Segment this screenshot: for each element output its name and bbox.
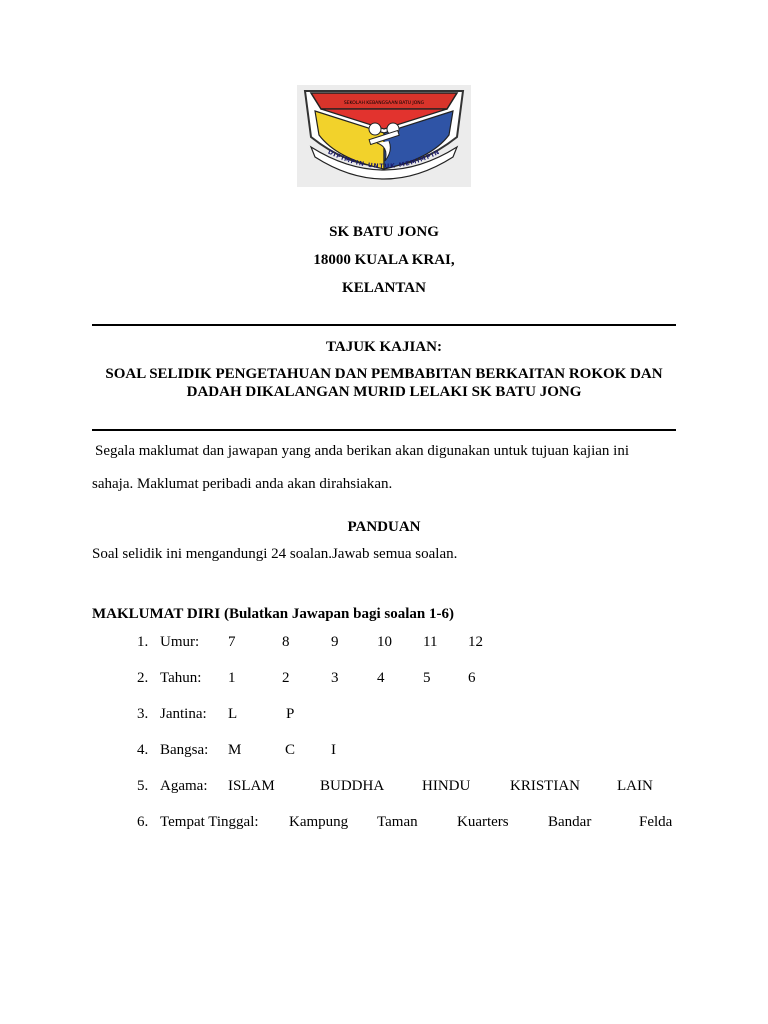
school-name: SK BATU JONG (329, 224, 439, 240)
question-label: Bangsa: (160, 742, 209, 758)
option-residence-bandar[interactable]: Bandar (548, 814, 592, 830)
intro-line-1: Segala maklumat dan jawapan yang anda berikan akan digunakan untuk tujuan kajian ini (95, 443, 629, 459)
option-gender-l[interactable]: L (228, 706, 238, 722)
option-age-9[interactable]: 9 (331, 634, 339, 650)
question-number: 5. (137, 778, 149, 794)
question-label: Tempat Tinggal: (160, 814, 259, 830)
option-age-7[interactable]: 7 (228, 634, 236, 650)
option-year-4[interactable]: 4 (377, 670, 385, 686)
option-year-5[interactable]: 5 (423, 670, 431, 686)
header-divider-bottom (92, 429, 676, 431)
option-age-11[interactable]: 11 (423, 634, 438, 650)
question-label: Agama: (160, 778, 208, 794)
crest-shield-icon (297, 85, 471, 187)
question-number: 1. (137, 634, 149, 650)
question-number: 6. (137, 814, 149, 830)
option-residence-kuarters[interactable]: Kuarters (457, 814, 509, 830)
question-age (0, 634, 768, 654)
question-gender (0, 706, 768, 726)
option-religion-islam[interactable]: ISLAM (228, 778, 275, 794)
crest-motto-text: DIPIMPIN UNTUK MEMIMPIN (326, 148, 442, 171)
guide-heading: PANDUAN (347, 519, 421, 535)
option-residence-kampung[interactable]: Kampung (289, 814, 349, 830)
crest-banner-text: SEKOLAH KEBANGSAAN BATU JONG (343, 101, 425, 106)
question-number: 4. (137, 742, 149, 758)
option-gender-p[interactable]: P (286, 706, 295, 722)
option-age-12[interactable]: 12 (468, 634, 483, 650)
school-address: 18000 KUALA KRAI, (313, 252, 455, 268)
guide-text: Soal selidik ini mengandungi 24 soalan.Jawab semua soalan. (92, 546, 458, 562)
question-residence (0, 814, 768, 834)
school-crest-logo (297, 85, 471, 187)
study-label: TAJUK KAJIAN: (326, 339, 442, 355)
option-religion-hindu[interactable]: HINDU (422, 778, 471, 794)
study-title-line1: SOAL SELIDIK PENGETAHUAN DAN PEMBABITAN BERKAITAN ROKOK DAN (105, 366, 663, 382)
header-divider-top (92, 324, 676, 326)
intro-line-2: sahaja. Maklumat peribadi anda akan dirahsiakan. (92, 476, 393, 492)
option-year-1[interactable]: 1 (228, 670, 236, 686)
question-label: Tahun: (160, 670, 202, 686)
option-residence-felda[interactable]: Felda (639, 814, 673, 830)
option-religion-buddha[interactable]: BUDDHA (320, 778, 385, 794)
question-year (0, 670, 768, 690)
option-age-8[interactable]: 8 (282, 634, 290, 650)
question-label: Umur: (160, 634, 200, 650)
option-age-10[interactable]: 10 (377, 634, 392, 650)
option-religion-lain[interactable]: LAIN (617, 778, 653, 794)
study-title-line2: DADAH DIKALANGAN MURID LELAKI SK BATU JONG (186, 384, 582, 400)
school-state: KELANTAN (342, 280, 426, 296)
option-race-i[interactable]: I (331, 742, 336, 758)
question-religion (0, 778, 768, 798)
question-label: Jantina: (160, 706, 207, 722)
option-race-c[interactable]: C (285, 742, 296, 758)
option-religion-kristian[interactable]: KRISTIAN (510, 778, 580, 794)
option-year-3[interactable]: 3 (331, 670, 339, 686)
question-number: 3. (137, 706, 149, 722)
option-residence-taman[interactable]: Taman (377, 814, 418, 830)
personal-info-heading: MAKLUMAT DIRI (Bulatkan Jawapan bagi soalan 1-6) (92, 606, 454, 622)
option-year-2[interactable]: 2 (282, 670, 290, 686)
option-year-6[interactable]: 6 (468, 670, 476, 686)
question-number: 2. (137, 670, 149, 686)
option-race-m[interactable]: M (228, 742, 242, 758)
question-race (0, 742, 768, 762)
